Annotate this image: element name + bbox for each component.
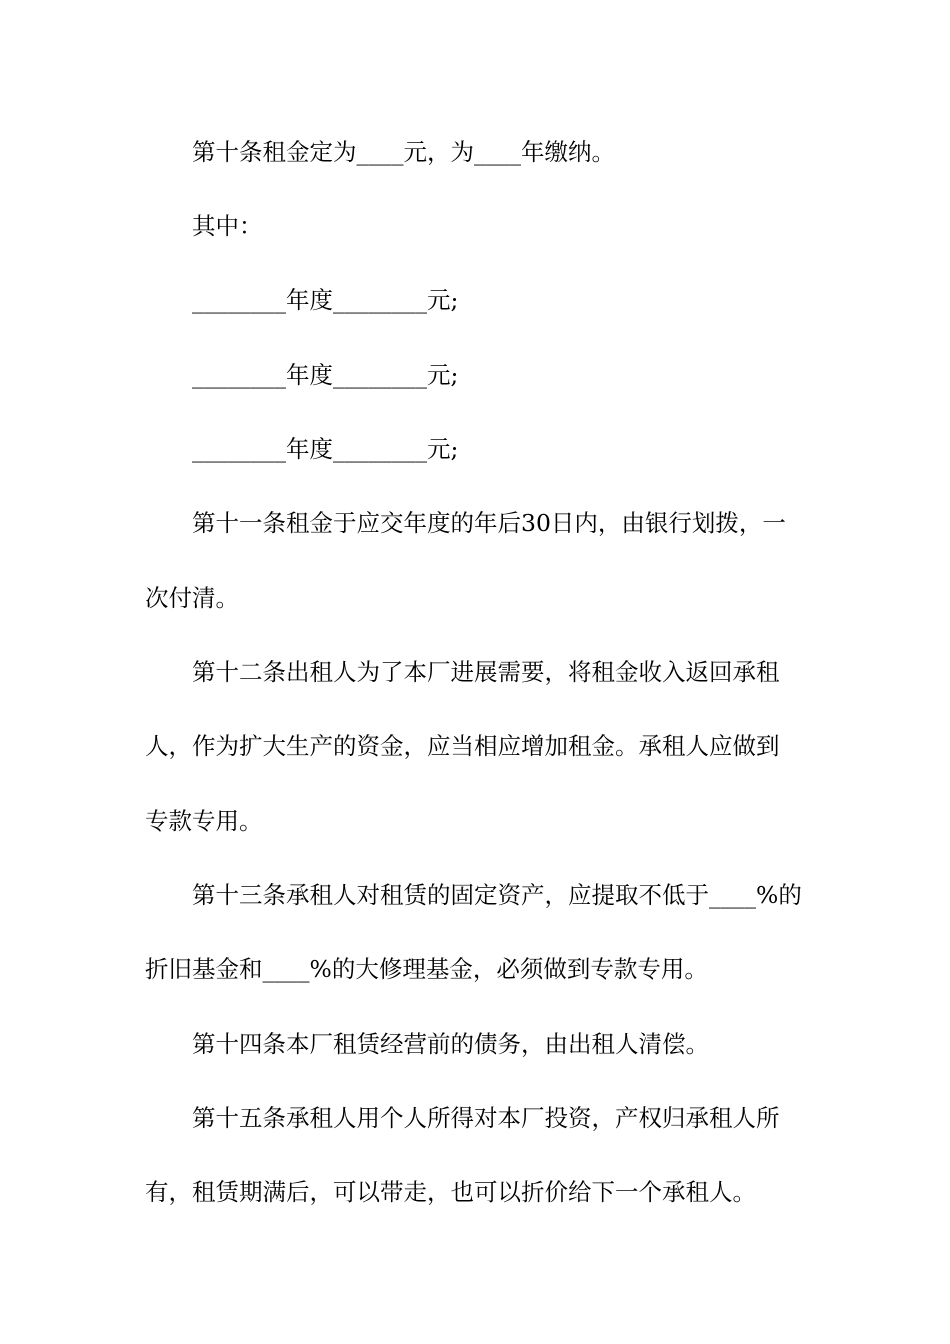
article-11-line-1: 第十一条租金于应交年度的年后30日内，由银行划拨，一 [192, 509, 786, 537]
year-amount-line-3: ________年度________元; [192, 435, 459, 463]
article-12-line-3: 专款专用。 [145, 807, 263, 835]
article-12-line-2: 人，作为扩大生产的资金，应当相应增加租金。承租人应做到 [145, 732, 780, 760]
article-15-line-1: 第十五条承租人用个人所得对本厂投资，产权归承租人所 [192, 1104, 780, 1132]
article-12-line-1: 第十二条出租人为了本厂进展需要，将租金收入返回承租 [192, 658, 780, 686]
article-14-line: 第十四条本厂租赁经营前的债务，由出租人清偿。 [192, 1030, 709, 1058]
article-13-line-1: 第十三条承租人对租赁的固定资产，应提取不低于____%的 [192, 881, 802, 909]
article-13-line-2: 折旧基金和____%的大修理基金，必须做到专款专用。 [145, 955, 708, 983]
year-amount-line-1: ________年度________元; [192, 286, 459, 314]
of-which-line: 其中： [192, 212, 263, 240]
article-15-line-2: 有，租赁期满后，可以带走，也可以折价给下一个承租人。 [145, 1178, 756, 1206]
year-amount-line-2: ________年度________元; [192, 361, 459, 389]
article-11-line-2: 次付清。 [145, 584, 239, 612]
article-10-rent-line: 第十条租金定为____元，为____年缴纳。 [192, 138, 615, 166]
